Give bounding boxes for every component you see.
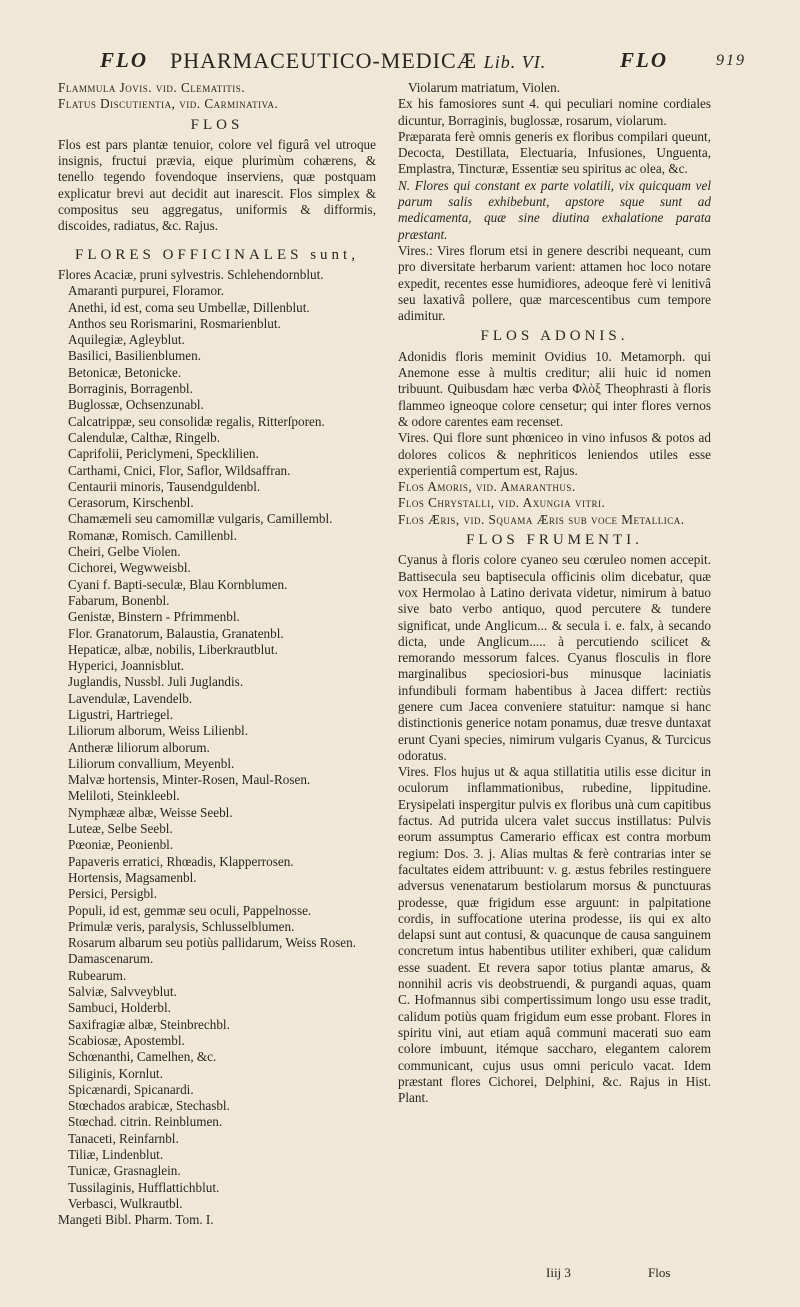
text-line: Rubearum. bbox=[68, 967, 127, 983]
text-line: Caprifolii, Periclymeni, Specklilien. bbox=[68, 446, 259, 462]
text-line: Flores Acaciæ, pruni sylvestris. Schlehendornblut. bbox=[58, 266, 324, 282]
text-line: Siliginis, Kornlut. bbox=[68, 1065, 163, 1081]
text-line: N. Flores qui constant ex parte volatili, vix quicquam vel parum salis exhibebunt, apstore sque sunt ad medicamenta, quæ sine diutina exhalatione parata præstant. bbox=[398, 177, 711, 242]
text-line: Cerasorum, Kirschenbl. bbox=[68, 495, 194, 511]
text-line: Romanæ, Romisch. Camillenbl. bbox=[68, 527, 237, 543]
text-line: Primulæ veris, paralysis, Schlusselblumen. bbox=[68, 918, 295, 934]
text-line: Hyperici, Joannisblut. bbox=[68, 658, 185, 674]
text-line: Cyani f. Bapti-seculæ, Blau Kornblumen. bbox=[68, 576, 288, 592]
text-line: Pœoniæ, Peonienbl. bbox=[68, 837, 174, 853]
text-line bbox=[58, 235, 376, 243]
text-line: Tiliæ, Lindenblut. bbox=[68, 1147, 164, 1162]
text-line: Saxifragiæ albæ, Steinbrechbl. bbox=[68, 1016, 230, 1032]
text-line: Antheræ liliorum alborum. bbox=[68, 739, 210, 755]
text-line: Fabarum, Bonenbl. bbox=[68, 592, 170, 608]
text-line: Meliloti, Steinkleebl. bbox=[68, 788, 180, 804]
text-line: Flos Amoris, vid. Amaranthus. bbox=[398, 479, 576, 495]
text-line: Carthami, Cnici, Flor, Saflor, Wildsaffran. bbox=[68, 462, 291, 478]
text-line: Violarum matriatum, Violen. bbox=[408, 80, 560, 95]
text-line: Mangeti Bibl. Pharm. Tom. I. bbox=[58, 1212, 214, 1228]
text-line: Cyanus à floris colore cyaneo seu cœruleo nomen accepit. Battisecula seu baptisecula officinis olim dicebatur, quæ vox Hermolao à Latino derivata videtur, nimirum à batuo sive bato verbo antiquo, quod percutere & tundere significat, unde Anglicum... & secula i. e. falx, à secando dicta, unde Anglicum..... à percutiendo scilicet & remorando messorum falces. Cyanus flosculis in flore marginalibus speciosiori-bus minusque laciniatis infundibuli formam habentibus à Jacea differt: rectiùs genere cum Jacea conveniere statuitur: namque si hanc distinctionis generice notam ponamus, duæ tresve duntaxat erunt Cyani species, nimirum vulgaris Cyanus, & Turcicus odoratus. bbox=[398, 552, 711, 763]
text-line: Borraginis, Borragenbl. bbox=[68, 381, 193, 397]
right-column bbox=[398, 80, 711, 1106]
text-line: Flos est pars plantæ tenuior, colore vel figurâ vel utroque insignis, fructui prævia, eique plurimùm cohærens, & tenello tegendo fovendoque inserviens, quæ postquam explicatur brevi aut decidit aut inarescit. Flos simplex & compositus seu aggregatus, uniformis & difformis, discoides, radiatus, &c. Rajus. bbox=[58, 136, 376, 234]
header-right-word: FLO bbox=[620, 48, 668, 72]
text-line: Flos Æris, vid. Squama Æris sub voce Metallica. bbox=[398, 511, 685, 527]
text-line: Calcatrippæ, seu consolidæ regalis, Ritterſporen. bbox=[68, 413, 325, 429]
text-line: Genistæ, Binstern - Pfrimmenbl. bbox=[68, 609, 240, 625]
text-line: Schœnanthi, Camelhen, &c. bbox=[68, 1049, 217, 1065]
text-line: Cichorei, Wegwweisbl. bbox=[68, 560, 191, 576]
text-line: Rosarum albarum seu potiùs pallidarum, Weiss Rosen. bbox=[68, 935, 357, 951]
text-line: Verbasci, Wulkrautbl. bbox=[68, 1195, 183, 1211]
text-line: Liliorum convallium, Meyenbl. bbox=[68, 755, 235, 771]
text-line: Ex his famosiores sunt 4. qui peculiari nomine cordiales dicuntur, Borraginis, buglossæ, rosarum, violarum. bbox=[398, 96, 711, 128]
text-line: Chamæmeli seu camomillæ vulgaris, Camillembl. bbox=[68, 511, 333, 527]
text-line: Amaranti purpurei, Floramor. bbox=[68, 283, 225, 299]
text-line: Populi, id est, gemmæ seu oculi, Pappelnosse. bbox=[68, 902, 312, 918]
section-heading: FLOS FRUMENTI. bbox=[466, 532, 643, 549]
section-heading: FLORES OFFICINALES sunt, bbox=[75, 246, 359, 263]
text-line: Anethi, id est, coma seu Umbellæ, Dillenblut. bbox=[68, 299, 310, 315]
text-line: Præparata ferè omnis generis ex floribus compilari queunt, Decocta, Destillata, Electuaria, Infusiones, Unguenta, Emplastra, Tincturæ, Essentiæ seu spiritus ac olea, &c. bbox=[398, 128, 711, 177]
text-line: Liliorum alborum, Weiss Lilienbl. bbox=[68, 723, 249, 739]
text-line: Juglandis, Nussbl. Juli Juglandis. bbox=[68, 674, 244, 690]
section-heading: FLOS ADONIS. bbox=[480, 328, 629, 345]
text-line: Calendulæ, Calthæ, Ringelb. bbox=[68, 429, 221, 445]
text-line: Salviæ, Salvveyblut. bbox=[68, 984, 177, 1000]
text-line: Flammula Jovis. vid. Clematitis. bbox=[58, 80, 246, 95]
text-line: Damascenarum. bbox=[68, 951, 154, 967]
text-line: Vires.: Vires florum etsi in genere describi nequeant, cum pro diversitate herbarum varient: attamen hoc loco notare expedit, recentes esse humidiores, adeoque ferè vi lenitivâ seu laxativâ pollere, quæ marcescentibus cum tempore adimitur. bbox=[398, 242, 711, 324]
section-heading: FLOS bbox=[190, 116, 244, 133]
text-line: Luteæ, Selbe Seebl. bbox=[68, 821, 173, 837]
text-line: Persici, Persigbl. bbox=[68, 886, 158, 902]
text-line: Cheiri, Gelbe Violen. bbox=[68, 544, 181, 560]
text-line: Sambuci, Holderbl. bbox=[68, 1000, 171, 1016]
text-line: Adonidis floris meminit Ovidius 10. Metamorph. qui Anemone esse à multis creditur; alii huic id nomen tribuunt. Quibusdam hæc verba Φλὸξ Theophrasti à floris flammeo igneoque colore censetur; qui inter flores vernos & odore carentes eam recenset. bbox=[398, 348, 711, 429]
text-line: Buglossæ, Ochsenzunabl. bbox=[68, 397, 204, 413]
catchword: Flos bbox=[648, 1265, 671, 1280]
text-line: Betonicæ, Betonicke. bbox=[68, 364, 182, 380]
page-number: 919 bbox=[716, 52, 746, 69]
text-line: Nymphææ albæ, Weisse Seebl. bbox=[68, 804, 233, 820]
text-line: Flos Chrystalli, vid. Axungia vitri. bbox=[398, 495, 606, 511]
text-line: Ligustri, Hartriegel. bbox=[68, 706, 174, 722]
text-line: Stœchad. citrin. Reinblumen. bbox=[68, 1114, 223, 1130]
text-line: Papaveris erratici, Rhœadis, Klapperrosen. bbox=[68, 853, 294, 869]
text-line: Malvæ hortensis, Minter-Rosen, Maul-Rosen. bbox=[68, 772, 311, 788]
text-line: Tanaceti, Reinfarnbl. bbox=[68, 1130, 179, 1146]
text-line: Hortensis, Magsamenbl. bbox=[68, 869, 197, 885]
text-line: Vires. Qui flore sunt phœniceo in vino infusos & potos ad dolores colicos & nephriticos leniendos utiles esse experientiâ compertum est, Rajus. bbox=[398, 430, 711, 478]
text-line: Tussilaginis, Hufflattichblut. bbox=[68, 1179, 220, 1195]
text-line: Tunicæ, Grasnaglein. bbox=[68, 1163, 181, 1179]
text-line: Flatus Discutientia, vid. Carminativa. bbox=[58, 96, 279, 112]
left-column bbox=[58, 80, 376, 1228]
header-left-word: FLO bbox=[100, 48, 148, 72]
text-line: Centaurii minoris, Tausendguldenbl. bbox=[68, 478, 261, 494]
text-line: Stœchados arabicæ, Stechasbl. bbox=[68, 1098, 230, 1114]
text-line: Aquilegiæ, Agleyblut. bbox=[68, 332, 185, 348]
text-line: Basilici, Basilienblumen. bbox=[68, 348, 201, 364]
text-line: Flor. Granatorum, Balaustia, Granatenbl. bbox=[68, 625, 284, 641]
header-title: PHARMACEUTICO-MEDICÆ Lib. VI. bbox=[170, 48, 547, 73]
signature-mark: Iiij 3 bbox=[546, 1265, 571, 1280]
text-line: Vires. Flos hujus ut & aqua stillatitia utilis esse dicitur in oculorum inflammationibus, rubedine, lippitudine. Erysipelati inspergitur pulvis ex floribus unà cum capitibus factus. Ad putrida ulcera valet succus instillatus: Pulvis eorum assumptus Camerario efficax est contra morbum regium: Dos. 3. j. Alias multas & ferè contrarias inter se facultates eidem attribuunt: v. g. æstus febriles restinguere adversus venenatarum bestiolarum morsus & punctuuras prodesse, quæ frigidum esse arguunt: in palpitatione cordis, in suffocatione uterina prodesse, iis qui ex alto delapsi sunt aut contusi, & quacunque de causa sanguinem concretum intus habentibus utiliter exhiberi, quæ calidum esse suadent. Et revera sapor totius plantæ amarus, & nonnihil acris vis deobstruendi, & purgandi aquas, quam C. Hofmannus sibi compertissimum longo usu esse tradit, calidum potiùs quam frigidum eum esse probant. Flores in spiritu vini, aut etiam aquâ communi macerati suo eam colore imbuunt, itémque saccharo, elegantem calorem communicant, cujus usus omni periculo vacat. Idem præstant flores Cichorei, Delphini, &c. Rajus in Hist. Plant. bbox=[398, 764, 711, 1106]
text-line: Hepaticæ, albæ, nobilis, Liberkrautblut. bbox=[68, 641, 278, 657]
text-line: Spicænardi, Spicanardi. bbox=[68, 1081, 194, 1097]
text-line: Lavendulæ, Lavendelb. bbox=[68, 690, 193, 706]
text-line: Anthos seu Rorismarini, Rosmarienblut. bbox=[68, 315, 281, 331]
text-line: Scabiosæ, Apostembl. bbox=[68, 1032, 185, 1048]
